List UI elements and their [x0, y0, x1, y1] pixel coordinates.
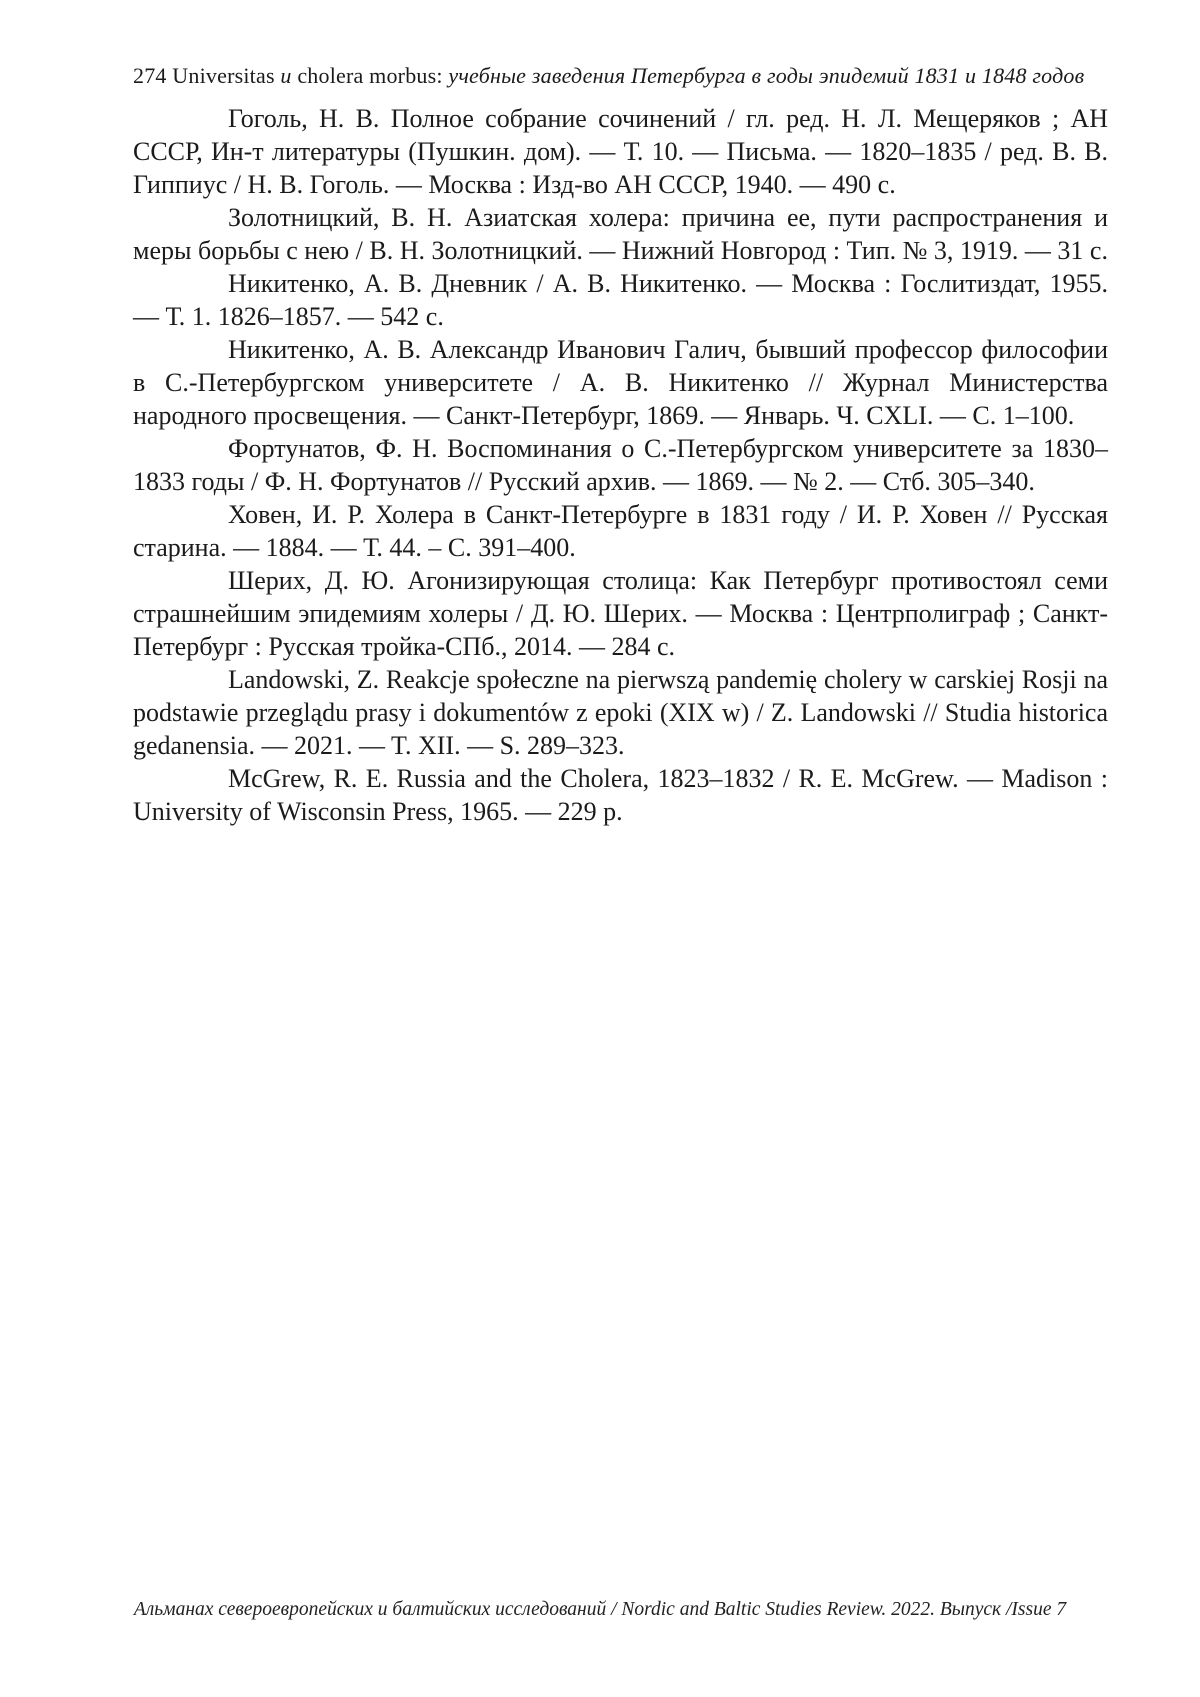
bibliography-entry: Фортунатов, Ф. Н. Воспоминания о С.-Петербургском университете за 1830–1833 годы / Ф. Н. Фортунатов // Русский архив. — 1869. — № 2. — Стб. 305–340.: [133, 434, 1108, 496]
bibliography-entry: Шерих, Д. Ю. Агонизирующая столица: Как Петербург противостоял семи страшнейшим эпидемиям холеры / Д. Ю. Шерих. — Москва : Центрполиграф ; Санкт-Петербург : Русская тройка-СПб., 2014. — 284 с.: [133, 566, 1108, 661]
page-number: 274: [133, 63, 167, 88]
running-title-latin-2: cholera morbus:: [291, 63, 449, 88]
running-title-conjunction: и: [280, 63, 292, 88]
bibliography-entry: McGrew, R. E. Russia and the Cholera, 1823–1832 / R. E. McGrew. — Madison : University of Wisconsin Press, 1965. — 229 p.: [133, 764, 1108, 826]
bibliography-entry: Никитенко, А. В. Александр Иванович Галич, бывший профессор философии в С.-Петербургском университете / А. В. Никитенко // Журнал Министерства народного просвещения. — Санкт-Петербург, 1869. — Январь. Ч. CXLI. — С. 1–100.: [133, 335, 1108, 430]
bibliography-entry: Золотницкий, В. Н. Азиатская холера: причина ее, пути распространения и меры борьбы с нею / В. Н. Золотницкий. — Нижний Новгород : Тип. № 3, 1919. — 31 с.: [133, 203, 1108, 265]
journal-footer: Альманах североевропейских и балтийских исследований / Nordic and Baltic Studies Review. 2022. Выпуск /Issue 7: [133, 1599, 1067, 1620]
running-title-latin-1: Universitas: [166, 63, 281, 88]
running-title-russian: учебные заведения Петербурга в годы эпидемий 1831 и 1848 годов: [448, 63, 1085, 88]
bibliography-entry: Гоголь, Н. В. Полное собрание сочинений / гл. ред. Н. Л. Мещеряков ; АН СССР, Ин-т литературы (Пушкин. дом). — Т. 10. — Письма. — 1820–1835 / ред. В. В. Гиппиус / Н. В. Гоголь. — Москва : Изд-во АН СССР, 1940. — 490 с.: [133, 104, 1108, 199]
bibliography-entry: Никитенко, А. В. Дневник / А. В. Никитенко. — Москва : Гослитиздат, 1955. — Т. 1. 1826–1857. — 542 с.: [133, 269, 1108, 331]
bibliography-list: [133, 102, 1108, 828]
bibliography-entry: Landowski, Z. Reakcje społeczne na pierwszą pandemię cholery w carskiej Rosji na podstawie przeglądu prasy i dokumentów z epoki (XIX w) / Z. Landowski // Studia historica gedanensia. — 2021. — T. XII. — S. 289–323.: [133, 665, 1108, 760]
bibliography-entry: Ховен, И. Р. Холера в Санкт-Петербурге в 1831 году / И. Р. Ховен // Русская старина. — 1884. — Т. 44. – С. 391–400.: [133, 500, 1108, 562]
running-header: [133, 62, 1113, 90]
